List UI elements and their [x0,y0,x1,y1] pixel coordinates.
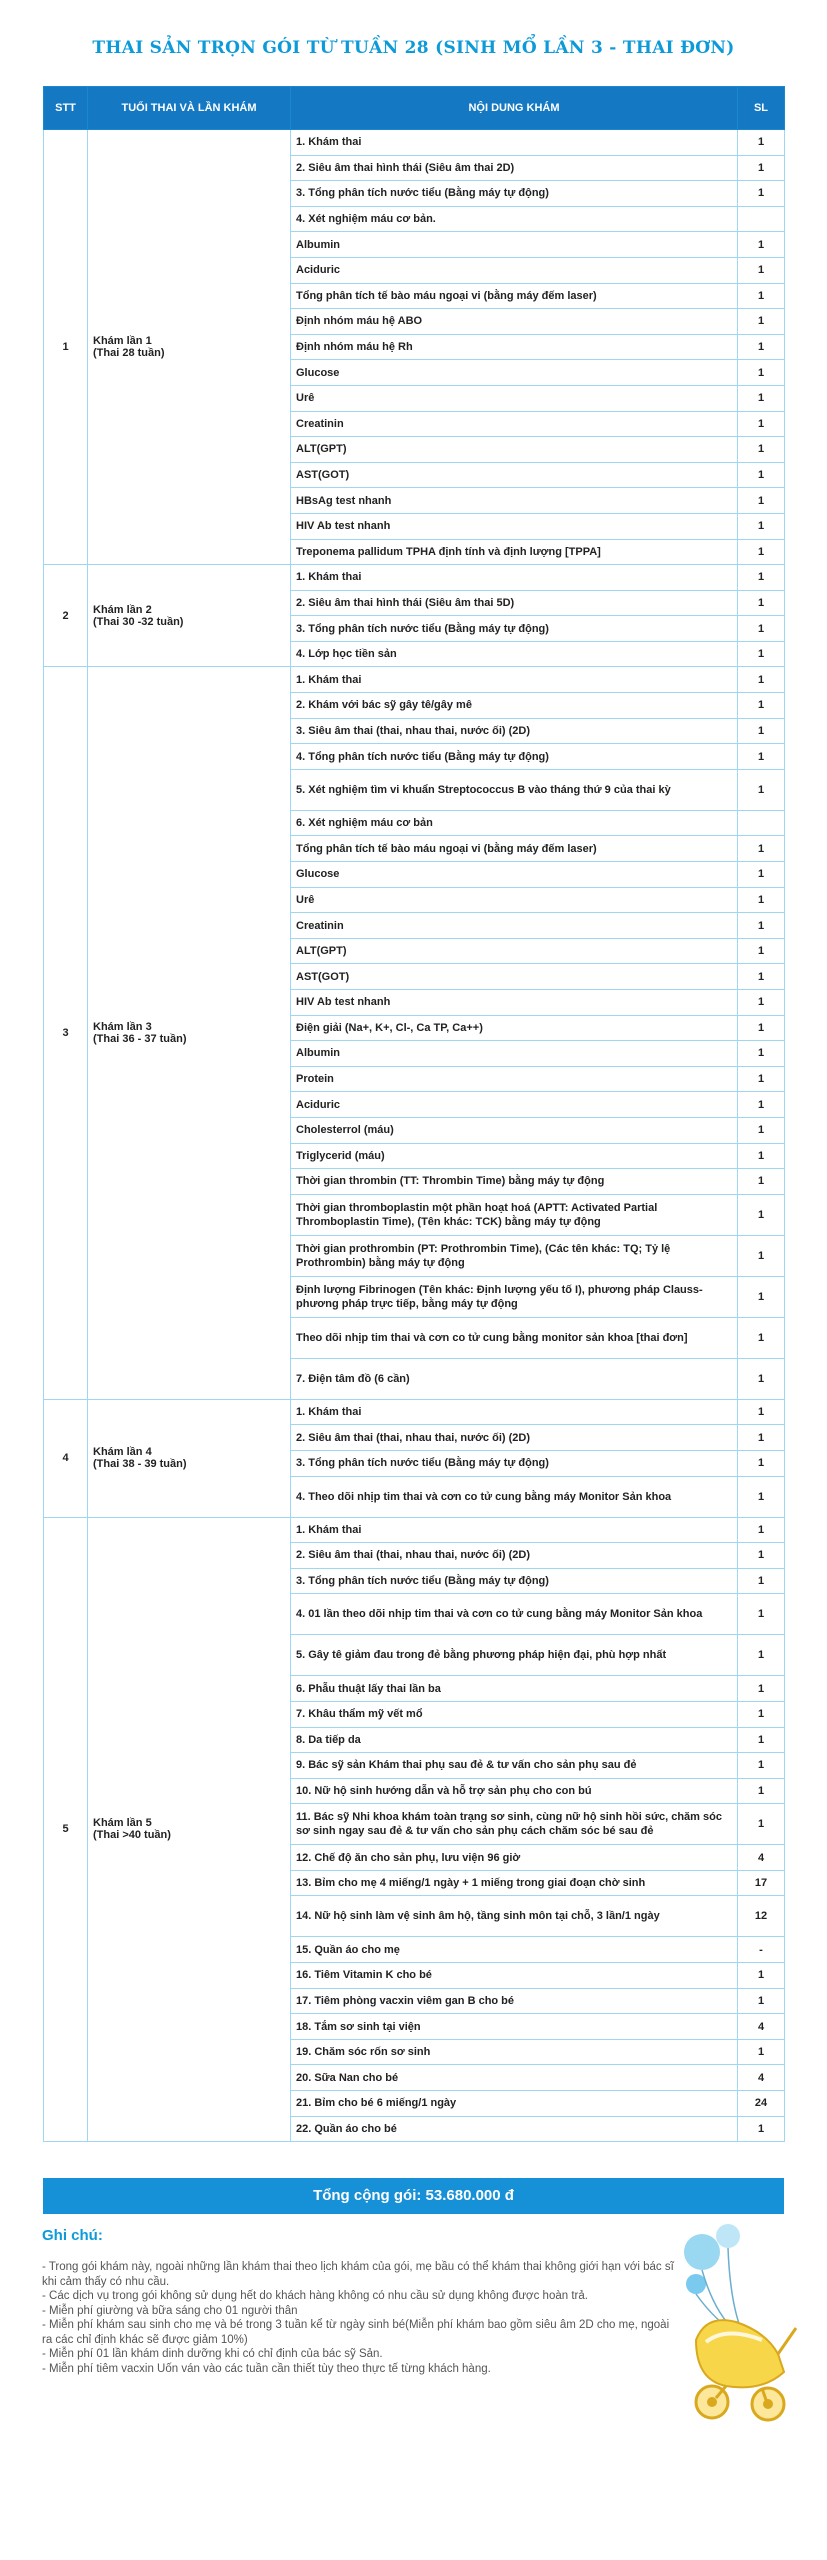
note-line: - Các dịch vụ trong gói không sử dụng hết do khách hàng không có nhu cầu sử dụng không được hoàn trả. [42,2290,588,2302]
item-quantity: 1 [738,744,785,770]
item-quantity: 1 [738,1988,785,2014]
header-content: NỘI DUNG KHÁM [291,87,738,130]
item-content: 1. Khám thai [291,565,738,591]
item-content: Albumin [291,1041,738,1067]
item-content: 9. Bác sỹ sản Khám thai phụ sau đẻ & tư vấn cho sản phụ sau đẻ [291,1753,738,1779]
item-content: 1. Khám thai [291,130,738,156]
item-quantity: 1 [738,309,785,335]
item-content: 4. 01 lần theo dõi nhịp tim thai và cơn co tử cung bằng máy Monitor Sản khoa [291,1594,738,1635]
item-content: Aciduric [291,257,738,283]
item-quantity: 1 [738,641,785,667]
item-content: 4. Theo dõi nhịp tim thai và cơn co tử cung bằng máy Monitor Sản khoa [291,1476,738,1517]
item-quantity: 1 [738,1450,785,1476]
item-content: 13. Bỉm cho mẹ 4 miếng/1 ngày + 1 miếng trong giai đoạn chờ sinh [291,1870,738,1896]
item-content: 19. Chăm sóc rốn sơ sinh [291,2039,738,2065]
item-quantity: 1 [738,283,785,309]
visit-cell [88,1399,291,1517]
notes-title: Ghi chú: [42,2227,103,2244]
item-content: 3. Tổng phân tích nước tiểu (Bằng máy tự động) [291,1568,738,1594]
item-quantity: 1 [738,1066,785,1092]
item-content: 2. Siêu âm thai (thai, nhau thai, nước ối) (2D) [291,1543,738,1569]
notes-list [42,2260,682,2376]
item-content: Glucose [291,360,738,386]
total-price: Tổng cộng gói: 53.680.000 đ [43,2178,784,2214]
item-quantity: 17 [738,1870,785,1896]
item-content: 12. Chế độ ăn cho sản phụ, lưu viện 96 giờ [291,1845,738,1871]
item-quantity: 1 [738,718,785,744]
item-quantity: 1 [738,1701,785,1727]
item-quantity: 1 [738,990,785,1016]
item-quantity: 1 [738,1476,785,1517]
item-content: 2. Siêu âm thai hình thái (Siêu âm thai 5D) [291,590,738,616]
item-content: 4. Lớp học tiền sản [291,641,738,667]
item-content: 4. Xét nghiệm máu cơ bản. [291,206,738,232]
item-quantity: 1 [738,411,785,437]
item-quantity: 1 [738,769,785,810]
item-content: Creatinin [291,411,738,437]
visit-week: (Thai 30 -32 tuần) [93,615,184,628]
header-visit: TUỔI THAI VÀ LẦN KHÁM [88,87,291,130]
item-content: Protein [291,1066,738,1092]
item-content: 11. Bác sỹ Nhi khoa khám toàn trạng sơ sinh, cùng nữ hộ sinh hồi sức, chăm sóc sơ sinh ngay sau đẻ & tư vấn cho sản phụ cách chăm sóc bé sau đẻ [291,1804,738,1845]
item-content: 1. Khám thai [291,667,738,693]
item-content: HBsAg test nhanh [291,488,738,514]
item-content: HIV Ab test nhanh [291,513,738,539]
row-stt: 3 [44,667,88,1399]
item-quantity: 1 [738,693,785,719]
item-quantity: 1 [738,1169,785,1195]
header-quantity: SL [738,87,785,130]
item-quantity: 1 [738,1276,785,1317]
item-quantity: 1 [738,1425,785,1451]
row-stt: 2 [44,565,88,667]
page-title: THAI SẢN TRỌN GÓI TỪ TUẦN 28 (SINH MỔ LẦN 3 - THAI ĐƠN) [92,38,735,58]
item-quantity: 1 [738,232,785,258]
item-quantity: 1 [738,513,785,539]
item-quantity: 1 [738,360,785,386]
item-content: AST(GOT) [291,462,738,488]
item-quantity: 1 [738,938,785,964]
item-content: Urê [291,385,738,411]
item-content: 8. Da tiếp da [291,1727,738,1753]
visit-cell [88,667,291,1399]
item-quantity: 1 [738,1143,785,1169]
table-row [44,667,785,693]
item-content: 3. Tổng phân tích nước tiểu (Bằng máy tự động) [291,1450,738,1476]
visit-week: (Thai 28 tuần) [93,347,165,360]
item-quantity: 1 [738,1753,785,1779]
item-quantity: 1 [738,1194,785,1235]
item-quantity: 4 [738,2014,785,2040]
item-content: HIV Ab test nhanh [291,990,738,1016]
item-content: Thời gian prothrombin (PT: Prothrombin Time), (Các tên khác: TQ; Tỷ lệ Prothrombin) bằng máy tự động [291,1235,738,1276]
item-quantity: 1 [738,334,785,360]
item-quantity: - [738,1937,785,1963]
note-line: - Miễn phí khám sau sinh cho mẹ và bé trong 3 tuần kể từ ngày sinh bé(Miễn phí khám bao gồm siêu âm 2D cho mẹ, ngoài ra các chỉ định khác sẽ được giảm 10%) [42,2319,670,2346]
visit-cell [88,130,291,565]
item-quantity: 1 [738,130,785,156]
item-quantity: 1 [738,2039,785,2065]
item-quantity: 1 [738,1358,785,1399]
item-content: 17. Tiêm phòng vacxin viêm gan B cho bé [291,1988,738,2014]
visit-label: Khám lần 1 [93,335,152,348]
item-content: 7. Khâu thẩm mỹ vết mổ [291,1701,738,1727]
item-quantity: 1 [738,437,785,463]
item-content: Urê [291,887,738,913]
item-content: 21. Bỉm cho bé 6 miếng/1 ngày [291,2091,738,2117]
table-row [44,1399,785,1425]
item-content: Creatinin [291,913,738,939]
item-quantity: 12 [738,1896,785,1937]
item-content: Theo dõi nhịp tim thai và cơn co tử cung bằng monitor sản khoa [thai đơn] [291,1317,738,1358]
item-quantity: 24 [738,2091,785,2117]
item-content: 3. Siêu âm thai (thai, nhau thai, nước ối) (2D) [291,718,738,744]
item-content: 18. Tắm sơ sinh tại viện [291,2014,738,2040]
item-content: 1. Khám thai [291,1517,738,1543]
item-content: Định nhóm máu hệ Rh [291,334,738,360]
item-content: 22. Quần áo cho bé [291,2116,738,2142]
item-content: Cholesterrol (máu) [291,1117,738,1143]
table-row [44,565,785,591]
item-quantity: 4 [738,2065,785,2091]
table-body [44,130,785,2142]
item-content: Định nhóm máu hệ ABO [291,309,738,335]
item-content: 5. Xét nghiệm tìm vi khuẩn Streptococcus B vào tháng thứ 9 của thai kỳ [291,769,738,810]
item-quantity: 1 [738,1235,785,1276]
item-quantity: 1 [738,539,785,565]
item-quantity: 1 [738,1041,785,1067]
item-content: 10. Nữ hộ sinh hướng dẫn và hỗ trợ sản phụ cho con bú [291,1778,738,1804]
item-content: Thời gian thromboplastin một phần hoạt hoá (APTT: Activated Partial Thromboplastin Time), (Tên khác: TCK) bằng máy tự động [291,1194,738,1235]
note-line: - Miễn phí 01 lần khám dinh dưỡng khi có chỉ định của bác sỹ Sản. [42,2348,383,2360]
item-content: 6. Phẫu thuật lấy thai lần ba [291,1676,738,1702]
visit-label: Khám lần 3 [93,1021,152,1034]
item-content: 5. Gây tê giảm đau trong đẻ bằng phương pháp hiện đại, phù hợp nhất [291,1635,738,1676]
item-content: Điện giải (Na+, K+, Cl-, Ca TP, Ca++) [291,1015,738,1041]
table-row [44,1517,785,1543]
visit-week: (Thai 38 - 39 tuần) [93,1458,187,1471]
visit-cell [88,1517,291,2142]
item-content: 2. Khám với bác sỹ gây tê/gây mê [291,693,738,719]
table-row [44,130,785,156]
item-quantity: 1 [738,155,785,181]
item-quantity: 1 [738,1543,785,1569]
item-content: Albumin [291,232,738,258]
row-stt: 4 [44,1399,88,1517]
item-content: 7. Điện tâm đồ (6 cần) [291,1358,738,1399]
baby-stroller-icon [666,2222,806,2437]
item-quantity: 1 [738,1594,785,1635]
header-stt: STT [44,87,88,130]
item-content: Glucose [291,862,738,888]
item-quantity: 1 [738,887,785,913]
item-quantity: 1 [738,257,785,283]
item-quantity: 1 [738,1727,785,1753]
item-quantity: 1 [738,1117,785,1143]
item-content: ALT(GPT) [291,437,738,463]
note-line: - Trong gói khám này, ngoài những lần khám thai theo lịch khám của gói, mẹ bầu có thể khám thai không giới hạn với bác sĩ khi cảm thấy có nhu cầu. [42,2261,674,2288]
item-quantity: 1 [738,667,785,693]
item-quantity: 1 [738,2116,785,2142]
item-quantity: 1 [738,1317,785,1358]
item-quantity: 1 [738,616,785,642]
item-quantity: 1 [738,964,785,990]
visit-week: (Thai 36 - 37 tuần) [93,1033,187,1046]
item-quantity: 1 [738,1778,785,1804]
item-quantity: 1 [738,913,785,939]
item-quantity: 1 [738,181,785,207]
item-quantity: 1 [738,385,785,411]
item-content: 3. Tổng phân tích nước tiểu (Bằng máy tự động) [291,616,738,642]
row-stt: 1 [44,130,88,565]
table-header-row [44,87,785,130]
row-stt: 5 [44,1517,88,2142]
visit-label: Khám lần 4 [93,1446,152,1459]
item-content: Aciduric [291,1092,738,1118]
item-quantity: 1 [738,565,785,591]
item-quantity [738,206,785,232]
item-content: 16. Tiêm Vitamin K cho bé [291,1963,738,1989]
item-content: Thời gian thrombin (TT: Thrombin Time) bằng máy tự động [291,1169,738,1195]
visit-label: Khám lần 2 [93,603,152,616]
item-quantity: 4 [738,1845,785,1871]
item-quantity: 1 [738,462,785,488]
item-quantity: 1 [738,1963,785,1989]
item-quantity: 1 [738,836,785,862]
item-content: Tổng phân tích tế bào máu ngoại vi (bằng máy đếm laser) [291,283,738,309]
item-quantity: 1 [738,1399,785,1425]
item-content: 6. Xét nghiệm máu cơ bản [291,810,738,836]
item-quantity: 1 [738,1635,785,1676]
item-quantity: 1 [738,1676,785,1702]
item-quantity: 1 [738,1092,785,1118]
item-content: AST(GOT) [291,964,738,990]
item-content: 2. Siêu âm thai hình thái (Siêu âm thai 2D) [291,155,738,181]
item-content: 14. Nữ hộ sinh làm vệ sinh âm hộ, tầng sinh môn tại chỗ, 3 lần/1 ngày [291,1896,738,1937]
item-content: 1. Khám thai [291,1399,738,1425]
item-content: Treponema pallidum TPHA định tính và định lượng [TPPA] [291,539,738,565]
item-content: 3. Tổng phân tích nước tiểu (Bằng máy tự động) [291,181,738,207]
item-content: ALT(GPT) [291,938,738,964]
item-content: 20. Sữa Nan cho bé [291,2065,738,2091]
item-content: 4. Tổng phân tích nước tiểu (Bằng máy tự động) [291,744,738,770]
item-quantity [738,810,785,836]
visit-week: (Thai >40 tuần) [93,1829,171,1842]
item-quantity: 1 [738,488,785,514]
item-quantity: 1 [738,590,785,616]
note-line: - Miễn phí giường và bữa sáng cho 01 người thân [42,2304,298,2317]
item-content: 15. Quần áo cho mẹ [291,1937,738,1963]
package-table [43,86,785,2142]
item-content: 2. Siêu âm thai (thai, nhau thai, nước ối) (2D) [291,1425,738,1451]
visit-label: Khám lần 5 [93,1817,152,1830]
item-quantity: 1 [738,862,785,888]
item-content: Triglycerid (máu) [291,1143,738,1169]
item-content: Định lượng Fibrinogen (Tên khác: Định lượng yếu tố I), phương pháp Clauss- phương pháp trực tiếp, bằng máy tự động [291,1276,738,1317]
visit-cell [88,565,291,667]
item-content: Tổng phân tích tế bào máu ngoại vi (bằng máy đếm laser) [291,836,738,862]
note-line: - Miễn phí tiêm vacxin Uốn ván vào các tuần cần thiết tùy theo thực tế từng khách hàng. [42,2362,491,2375]
item-quantity: 1 [738,1568,785,1594]
item-quantity: 1 [738,1517,785,1543]
item-quantity: 1 [738,1015,785,1041]
item-quantity: 1 [738,1804,785,1845]
